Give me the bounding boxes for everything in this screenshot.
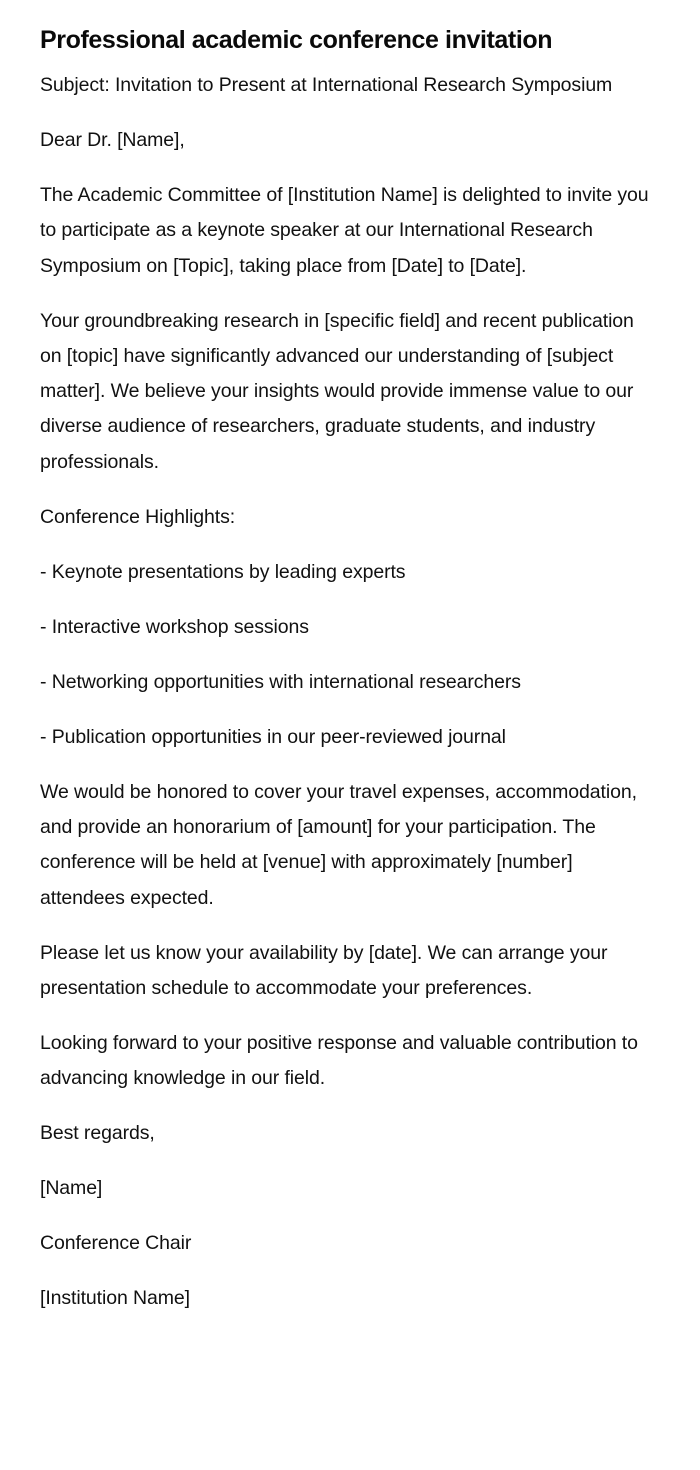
sign-off: Best regards, [40,1122,155,1145]
subject-line: Subject: Invitation to Present at International Research Symposium [40,74,613,96]
closing-paragraph: Looking forward to your positive response and valuable contribution to advancing knowledge in our field. [40,1031,638,1090]
intro-paragraph: The Academic Committee of [Institution Name] is delighted to invite you to participate as a keynote speaker at our International Research Symposium on [Topic], taking place from [Date] to [Date]. [40,183,649,277]
document-title: Professional academic conference invitation [40,26,553,54]
highlight-item: - Keynote presentations by leading experts [40,560,406,583]
highlights-heading: Conference Highlights: [40,505,236,528]
highlight-item: - Networking opportunities with international researchers [40,670,521,693]
salutation: Dear Dr. [Name], [40,128,185,151]
signer-name: [Name] [40,1177,103,1200]
highlight-item: - Interactive workshop sessions [40,615,309,638]
research-paragraph: Your groundbreaking research in [specific field] and recent publication on [topic] have significantly advanced our understanding of [subject matter]. We believe your insights would provide immense value to our diverse audience of researchers, graduate students, and industry professionals. [40,309,634,473]
expenses-paragraph: We would be honored to cover your travel expenses, accommodation, and provide an honorarium of [amount] for your participation. The conference will be held at [venue] with approximately [number] attendees expected. [40,780,637,909]
signer-institution: [Institution Name] [40,1287,190,1310]
availability-paragraph: Please let us know your availability by [date]. We can arrange your presentation schedule to accommodate your preferences. [40,941,608,999]
highlight-item: - Publication opportunities in our peer-reviewed journal [40,725,506,748]
signer-role: Conference Chair [40,1232,192,1255]
